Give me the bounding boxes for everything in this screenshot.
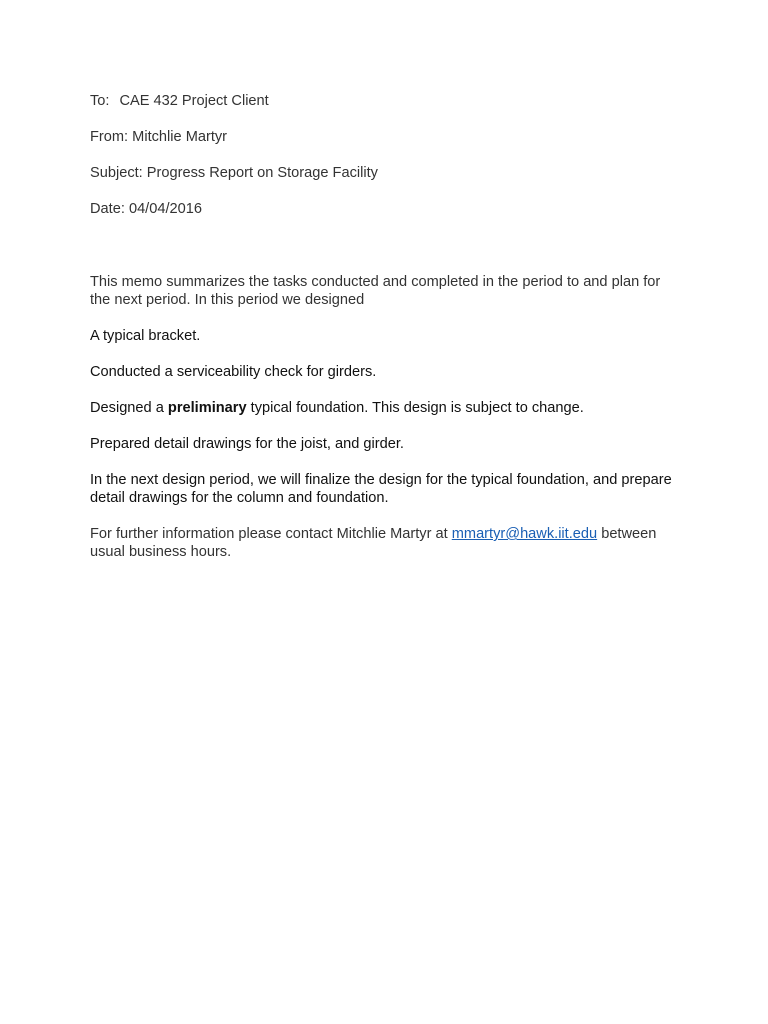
memo-subject-line bbox=[90, 164, 682, 183]
to-label: To: bbox=[90, 93, 110, 109]
intro-paragraph: This memo summarizes the tasks conducted and completed in the period to and plan for the next period. In this period we designed bbox=[90, 274, 661, 308]
task-item-foundation-prefix: Designed a bbox=[90, 400, 164, 416]
memo-date-line bbox=[90, 200, 682, 219]
task-item-foundation-suffix: typical foundation. This design is subject to change. bbox=[250, 400, 584, 416]
task-item-serviceability: Conducted a serviceability check for girders. bbox=[90, 364, 377, 380]
memo-content bbox=[90, 92, 682, 579]
from-label: From: bbox=[90, 129, 129, 145]
memo-to-line bbox=[90, 92, 682, 111]
preliminary-emphasis: preliminary bbox=[167, 400, 247, 416]
task-item-drawings: Prepared detail drawings for the joist, and girder. bbox=[90, 436, 404, 452]
contact-suffix: between usual business hours. bbox=[90, 526, 657, 560]
task-item-bracket: A typical bracket. bbox=[90, 328, 201, 344]
contact-paragraph bbox=[90, 525, 682, 561]
to-value: CAE 432 Project Client bbox=[119, 93, 269, 109]
subject-value: Progress Report on Storage Facility bbox=[146, 165, 378, 181]
date-value: 04/04/2016 bbox=[128, 201, 202, 217]
subject-label: Subject: bbox=[90, 165, 143, 181]
task-item-foundation bbox=[90, 399, 682, 417]
memo-from-line bbox=[90, 128, 682, 147]
next-period-paragraph: In the next design period, we will finalize the design for the typical foundation, and prepare detail drawings for the column and foundation. bbox=[90, 472, 672, 506]
contact-prefix: For further information please contact Mitchlie Martyr at bbox=[90, 526, 448, 542]
contact-email-link[interactable]: mmartyr@hawk.iit.edu bbox=[451, 526, 598, 542]
date-label: Date: bbox=[90, 201, 125, 217]
from-value: Mitchlie Martyr bbox=[132, 129, 228, 145]
